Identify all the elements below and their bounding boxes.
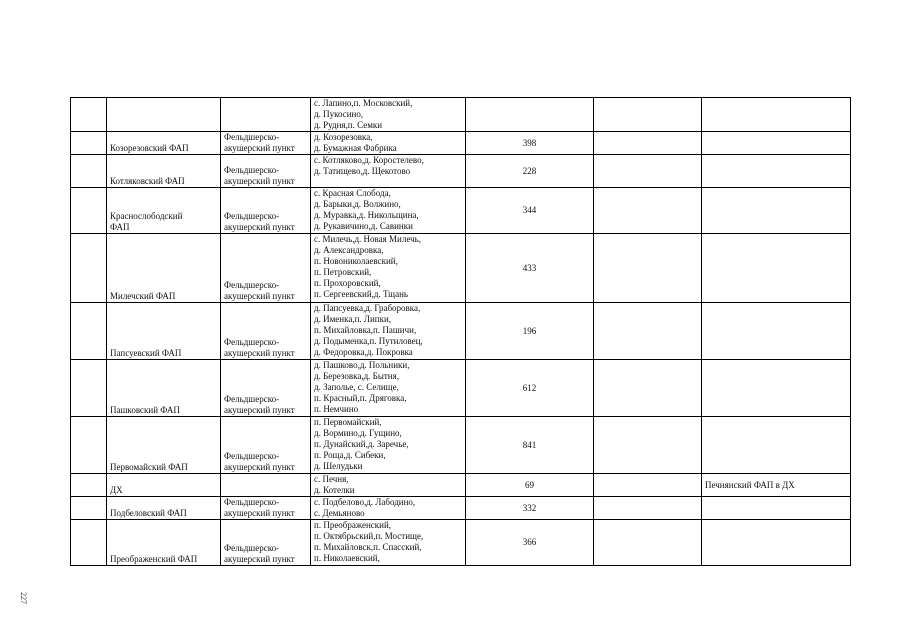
table-row (71, 474, 851, 497)
note-cell: Печнянский ФАП в ДХ (702, 474, 851, 497)
note-cell (702, 360, 851, 417)
note-cell (702, 497, 851, 520)
settlements-cell: с. Лапино,п. Московский, д. Пукосино, д. Рудня,п. Семки (311, 98, 466, 132)
note-cell (702, 417, 851, 474)
population-cell: 398 (466, 132, 594, 155)
population-cell: 196 (466, 303, 594, 360)
empty-cell (594, 303, 702, 360)
facility-name-cell: Первомайский ФАП (107, 417, 221, 474)
settlements-cell: п. Первомайский, д. Вормино,д. Гущино, п. Дунайский,д. Заречье, п. Роща,д. Сибеки, д. Шелудьки (311, 417, 466, 474)
settlements-cell: с. Милечь,д. Новая Милечь, д. Александровка, п. Новониколаевский, п. Петровский, п. Прохоровский, п. Сергеевский,д. Тщань (311, 234, 466, 303)
settlements-cell: д. Козорезовка, д. Бумажная Фабрика (311, 132, 466, 155)
settlements-cell: д. Пашково,д. Польники, д. Березовка,д. Бытня, д. Заполье, с. Селище, п. Красный,п. Дряговка, п. Немчино (311, 360, 466, 417)
empty-cell (594, 497, 702, 520)
settlements-cell: с. Подбелово,д. Лабодино, с. Демьяново (311, 497, 466, 520)
table-row (71, 98, 851, 132)
population-cell: 433 (466, 234, 594, 303)
facility-type-cell: Фельдшерско- акушерский пункт (221, 234, 311, 303)
row-number-cell (71, 188, 107, 234)
empty-cell (594, 132, 702, 155)
empty-cell (594, 360, 702, 417)
facility-name-cell: Пашковский ФАП (107, 360, 221, 417)
facility-name-cell: Краснослободский ФАП (107, 188, 221, 234)
row-number-cell (71, 474, 107, 497)
row-number-cell (71, 155, 107, 188)
population-cell: 366 (466, 520, 594, 566)
page-number: 227 (19, 592, 28, 604)
facility-type-cell (221, 98, 311, 132)
empty-cell (594, 98, 702, 132)
row-number-cell (71, 234, 107, 303)
row-number-cell (71, 303, 107, 360)
note-cell (702, 188, 851, 234)
table-row (71, 520, 851, 566)
facility-name-cell: Котляковский ФАП (107, 155, 221, 188)
settlements-cell: п. Преображенский, п. Октябрьский,п. Мостище, п. Михайловск,п. Спасский, п. Николаевский, (311, 520, 466, 566)
facility-type-cell: Фельдшерско- акушерский пункт (221, 360, 311, 417)
facility-type-cell: Фельдшерско- акушерский пункт (221, 303, 311, 360)
facilities-table (70, 97, 851, 566)
facility-type-cell: Фельдшерско- акушерский пункт (221, 520, 311, 566)
population-cell (466, 98, 594, 132)
facility-name-cell: ДХ (107, 474, 221, 497)
row-number-cell (71, 360, 107, 417)
population-cell: 332 (466, 497, 594, 520)
table-row (71, 234, 851, 303)
facility-type-cell: Фельдшерско- акушерский пункт (221, 417, 311, 474)
table-row (71, 417, 851, 474)
settlements-cell: с. Печня, д. Котелки (311, 474, 466, 497)
table-row (71, 303, 851, 360)
population-cell: 344 (466, 188, 594, 234)
table-row (71, 155, 851, 188)
empty-cell (594, 474, 702, 497)
facility-name-cell: Преображенский ФАП (107, 520, 221, 566)
population-cell: 612 (466, 360, 594, 417)
table-row (71, 360, 851, 417)
note-cell (702, 303, 851, 360)
facility-type-cell: Фельдшерско- акушерский пункт (221, 188, 311, 234)
facility-name-cell: Папсуевский ФАП (107, 303, 221, 360)
row-number-cell (71, 132, 107, 155)
note-cell (702, 132, 851, 155)
empty-cell (594, 234, 702, 303)
empty-cell (594, 188, 702, 234)
population-cell: 841 (466, 417, 594, 474)
table-row (71, 188, 851, 234)
table-row (71, 497, 851, 520)
facility-type-cell: Фельдшерско- акушерский пункт (221, 497, 311, 520)
note-cell (702, 98, 851, 132)
table-row (71, 132, 851, 155)
facility-type-cell: Фельдшерско- акушерский пункт (221, 155, 311, 188)
population-cell: 69 (466, 474, 594, 497)
settlements-cell: д. Папсуевка,д. Граборовка, д. Именка,п. Липки, п. Михайловка,п. Пашичи, д. Подыменка,п. Путиловец, д. Федоровка,д. Покровка (311, 303, 466, 360)
facility-type-cell: Фельдшерско- акушерский пункт (221, 132, 311, 155)
facility-name-cell (107, 98, 221, 132)
row-number-cell (71, 497, 107, 520)
empty-cell (594, 417, 702, 474)
settlements-cell: с. Котляково,д. Коростелево, д. Татищево,д. Щекотово (311, 155, 466, 188)
population-cell: 228 (466, 155, 594, 188)
facility-name-cell: Подбеловский ФАП (107, 497, 221, 520)
empty-cell (594, 155, 702, 188)
facility-name-cell: Милечский ФАП (107, 234, 221, 303)
row-number-cell (71, 417, 107, 474)
row-number-cell (71, 520, 107, 566)
note-cell (702, 520, 851, 566)
note-cell (702, 155, 851, 188)
settlements-cell: с. Красная Слобода, д. Барыки,д. Волжино, д. Муравка,д. Никольщина, д. Рукавичино,д. Савинки (311, 188, 466, 234)
facility-name-cell: Козорезовский ФАП (107, 132, 221, 155)
empty-cell (594, 520, 702, 566)
facility-type-cell (221, 474, 311, 497)
row-number-cell (71, 98, 107, 132)
note-cell (702, 234, 851, 303)
